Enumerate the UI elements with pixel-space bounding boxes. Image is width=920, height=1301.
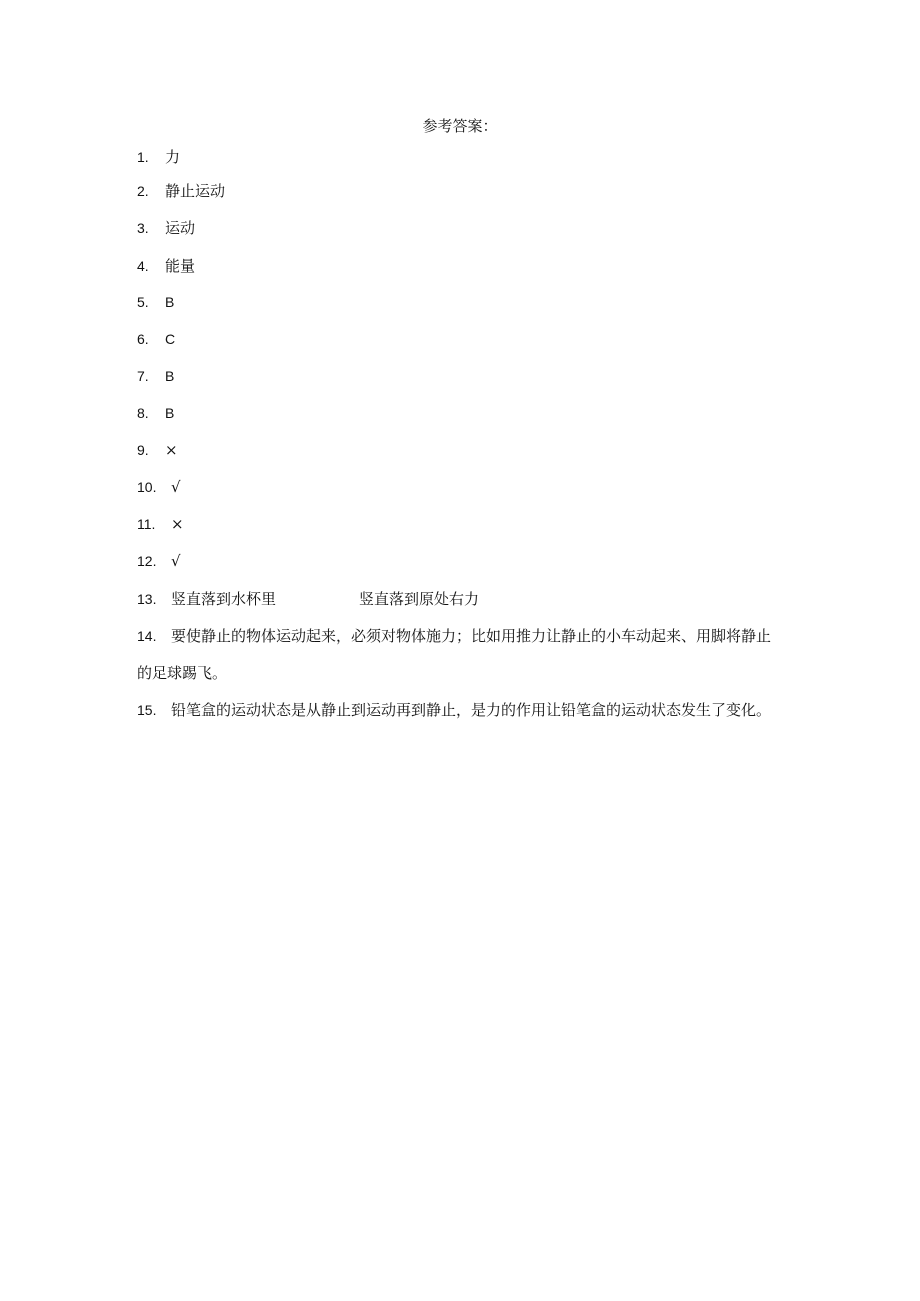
answer-item bbox=[137, 618, 777, 692]
answer-number: 11. bbox=[137, 516, 156, 532]
answer-text: × bbox=[171, 515, 184, 533]
answer-item bbox=[137, 218, 777, 238]
answer-item bbox=[137, 256, 777, 276]
answer-text: 铅笔盒的运动状态是从静止到运动再到静止，是力的作用让铅笔盒的运动状态发生了变化。 bbox=[171, 701, 772, 719]
answer-text: 竖直落到水杯里 bbox=[171, 590, 277, 608]
answer-number: 14. bbox=[137, 628, 157, 644]
answer-number: 9. bbox=[137, 442, 149, 458]
answer-item bbox=[137, 147, 777, 167]
answer-text: B bbox=[165, 368, 175, 384]
answer-text: 力 bbox=[165, 148, 181, 166]
answer-item bbox=[137, 403, 777, 423]
answer-item bbox=[137, 692, 777, 729]
answer-text-secondary: 竖直落到原处右力 bbox=[359, 590, 480, 608]
answer-number: 12. bbox=[137, 553, 157, 569]
answer-text: 要使静止的物体运动起来，必须对物体施力；比如用推力让静止的小车动起来、用脚将静止的足球踢飞。 bbox=[137, 627, 772, 682]
answer-text: √ bbox=[171, 552, 181, 570]
answer-text: B bbox=[165, 405, 175, 421]
answer-number: 1. bbox=[137, 149, 149, 165]
answer-number: 13. bbox=[137, 591, 157, 607]
answer-item bbox=[137, 514, 777, 534]
answer-number: 5. bbox=[137, 294, 149, 310]
answer-text: × bbox=[165, 441, 178, 459]
answer-number: 7. bbox=[137, 368, 149, 384]
answer-text: 能量 bbox=[165, 257, 196, 275]
answer-text: 运动 bbox=[165, 219, 196, 237]
answer-item bbox=[137, 329, 777, 349]
answer-text: √ bbox=[171, 478, 181, 496]
answer-number: 2. bbox=[137, 183, 149, 199]
answer-number: 10. bbox=[137, 479, 157, 495]
answer-number: 3. bbox=[137, 220, 149, 236]
answer-item bbox=[137, 181, 777, 201]
answer-text: C bbox=[165, 331, 176, 347]
answer-item bbox=[137, 589, 777, 609]
answer-item bbox=[137, 440, 777, 460]
answer-number: 6. bbox=[137, 331, 149, 347]
answer-item bbox=[137, 477, 777, 497]
answer-item bbox=[137, 551, 777, 571]
answer-text: 静止运动 bbox=[165, 182, 226, 200]
answer-text: B bbox=[165, 294, 175, 310]
answer-item bbox=[137, 292, 777, 312]
answer-number: 4. bbox=[137, 258, 149, 274]
answer-item bbox=[137, 366, 777, 386]
answer-number: 15. bbox=[137, 702, 157, 718]
answer-number: 8. bbox=[137, 405, 149, 421]
page-title: 参考答案： bbox=[422, 117, 498, 135]
